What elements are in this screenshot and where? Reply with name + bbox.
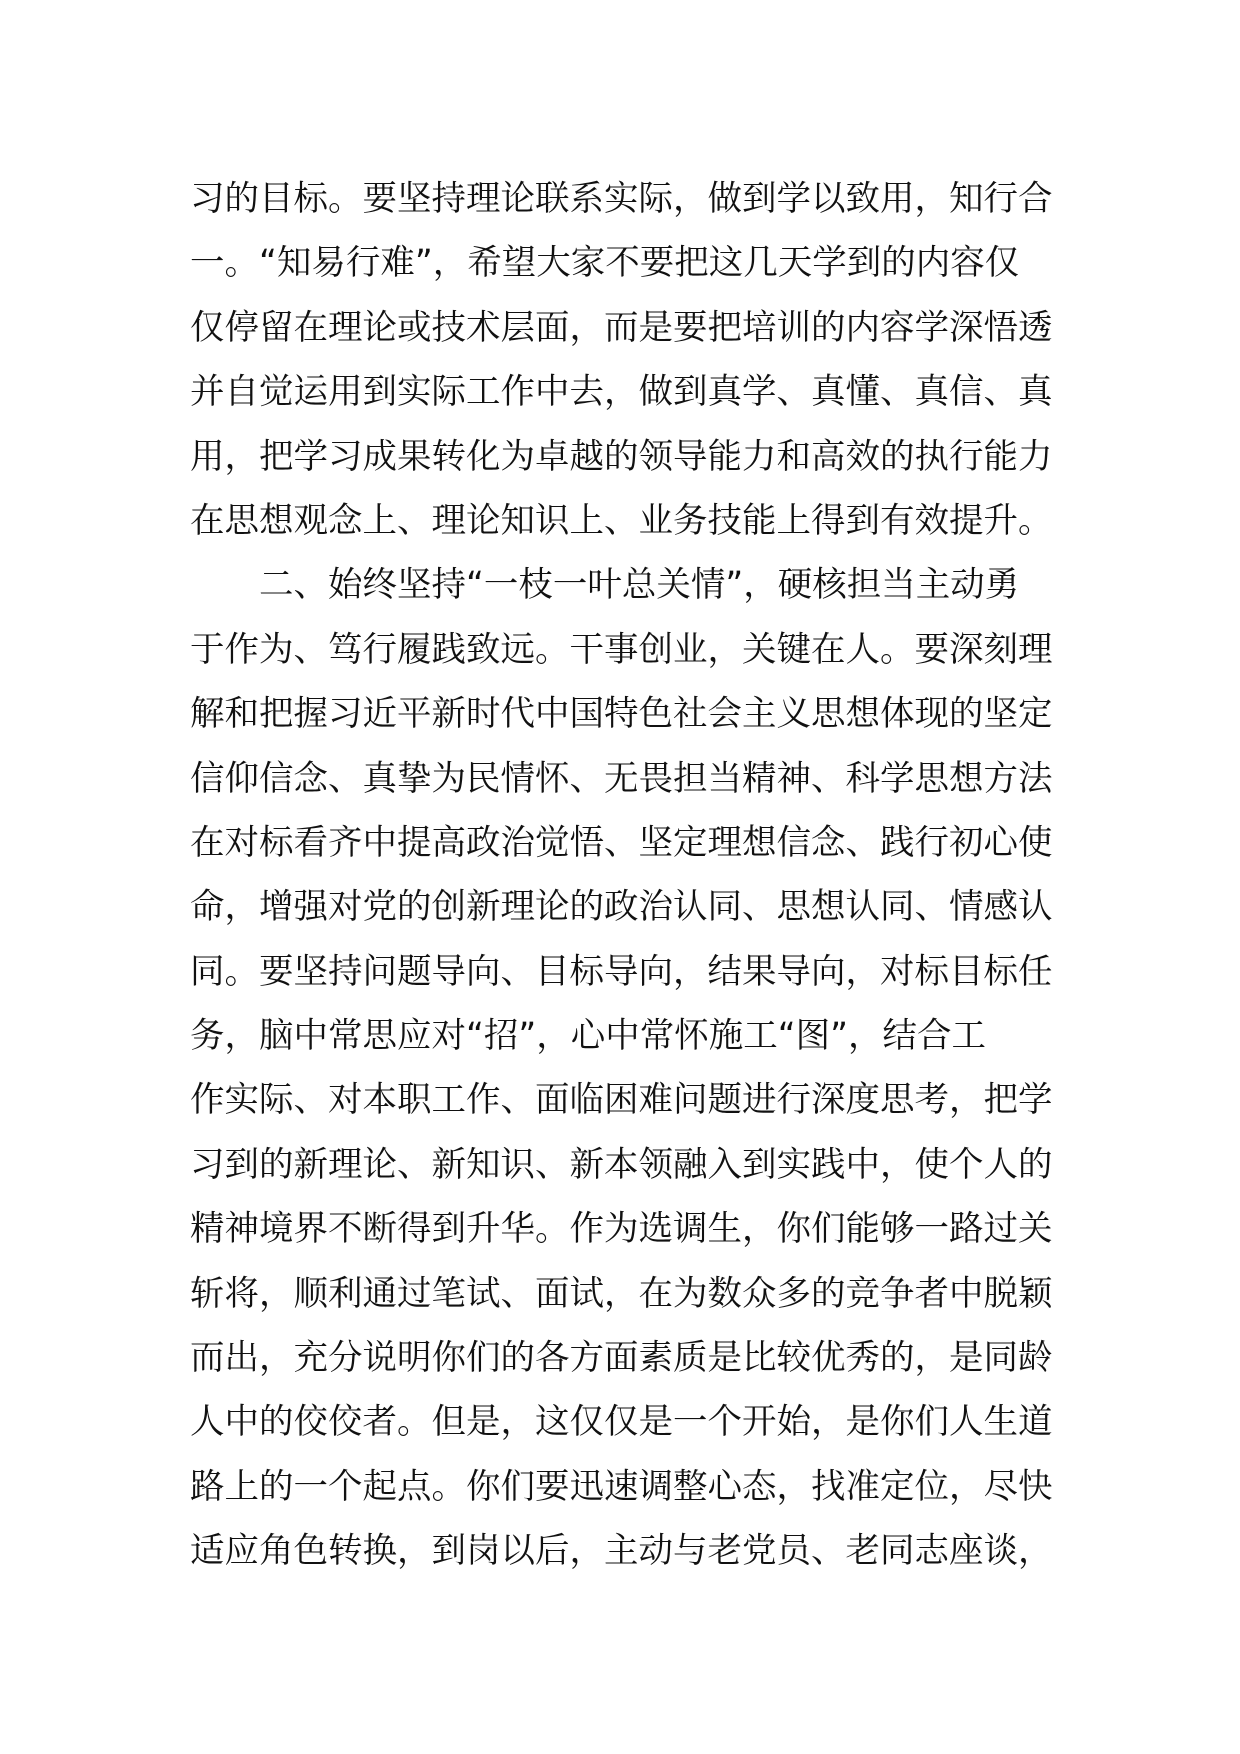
text-line: 而出，充分说明你们的各方面素质是比较优秀的，是同龄 [190, 1338, 1053, 1379]
text-line: 二、始终坚持“一枝一叶总关情”，硬核担当主动勇 [190, 565, 1020, 606]
text-line: 解和把握习近平新时代中国特色社会主义思想体现的坚定 [190, 694, 1053, 735]
text-line: 同。要坚持问题导向、目标导向，结果导向，对标目标任 [190, 951, 1053, 992]
text-line: 路上的一个起点。你们要迅速调整心态，找准定位，尽快 [190, 1466, 1053, 1507]
body-text [190, 167, 1070, 1584]
text-line: 适应角色转换，到岗以后，主动与老党员、老同志座谈， [190, 1531, 1053, 1572]
text-line: 仅停留在理论或技术层面，而是要把培训的内容学深悟透 [190, 307, 1053, 348]
text-line: 人中的佼佼者。但是，这仅仅是一个开始，是你们人生道 [190, 1402, 1053, 1443]
text-line: 斩将，顺利通过笔试、面试，在为数众多的竞争者中脱颖 [190, 1273, 1053, 1314]
text-line: 在对标看齐中提高政治觉悟、坚定理想信念、践行初心使 [190, 822, 1053, 863]
text-line: 信仰信念、真挚为民情怀、无畏担当精神、科学思想方法 [190, 758, 1053, 799]
text-line: 用，把学习成果转化为卓越的领导能力和高效的执行能力 [190, 436, 1053, 477]
text-line: 精神境界不断得到升华。作为选调生，你们能够一路过关 [190, 1209, 1053, 1250]
text-line: 作实际、对本职工作、面临困难问题进行深度思考，把学 [190, 1080, 1053, 1121]
text-line: 命，增强对党的创新理论的政治认同、思想认同、情感认 [190, 887, 1053, 928]
text-line: 务，脑中常思应对“招”，心中常怀施工“图”，结合工 [190, 1016, 986, 1057]
text-line: 习的目标。要坚持理论联系实际，做到学以致用，知行合 [190, 179, 1053, 219]
text-line: 习到的新理论、新知识、新本领融入到实践中，使个人的 [190, 1144, 1053, 1185]
text-line: 于作为、笃行履践致远。干事创业，关键在人。要深刻理 [190, 629, 1053, 670]
text-line: 一。“知易行难”，希望大家不要把这几天学到的内容仅 [190, 243, 1020, 284]
text-line: 并自觉运用到实际工作中去，做到真学、真懂、真信、真 [190, 372, 1053, 413]
text-line: 在思想观念上、理论知识上、业务技能上得到有效提升。 [190, 500, 1053, 541]
